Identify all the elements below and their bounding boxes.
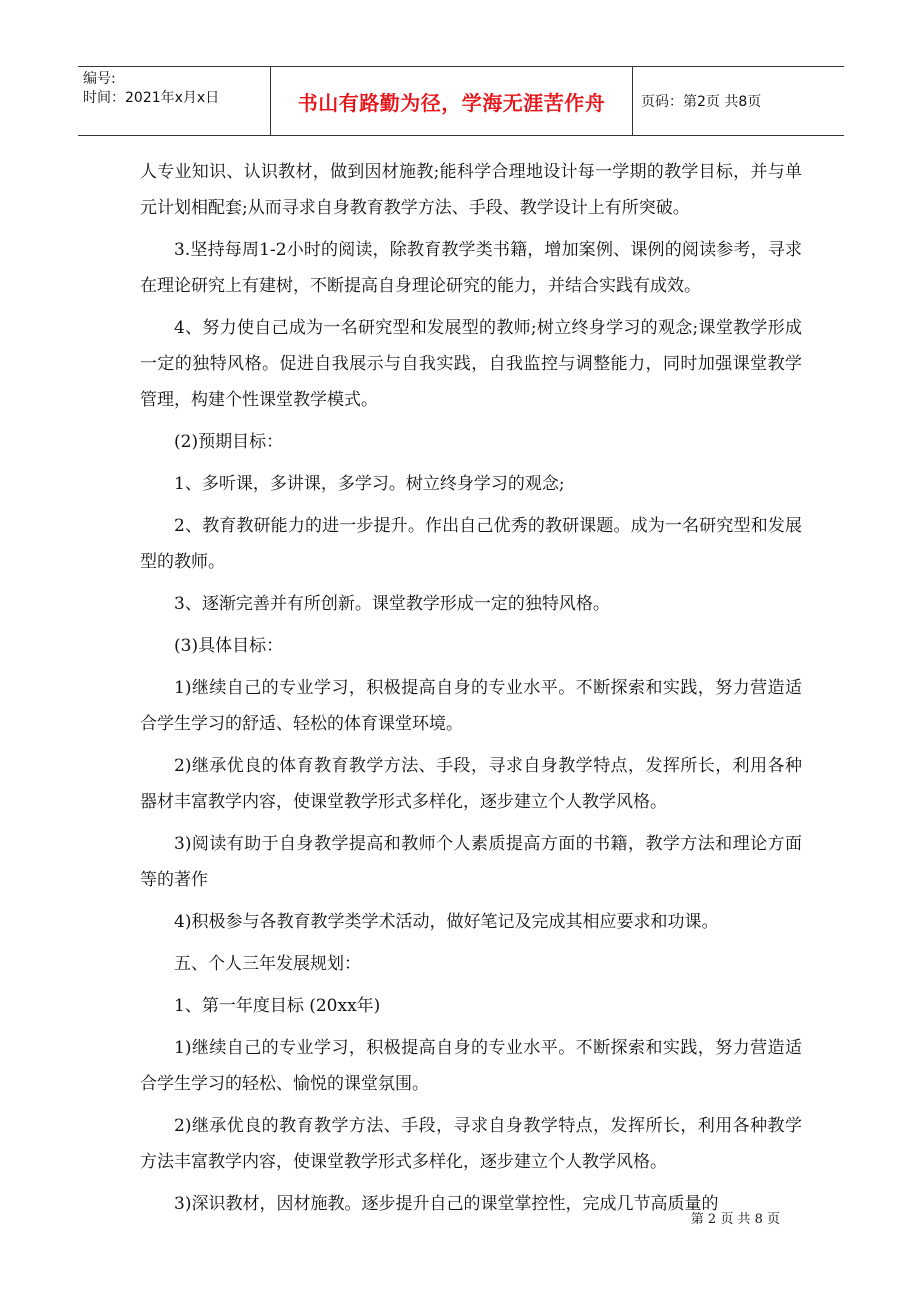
page-header (78, 66, 844, 136)
list-item: 3、逐渐完善并有所创新。课堂教学形成一定的独特风格。 (174, 594, 610, 614)
document-body (140, 154, 802, 1228)
header-page-info: 页码：第2页 共8页 (641, 94, 762, 110)
list-item: 1)继续自己的专业学习，积极提高自身的专业水平。不断探索和实践，努力营造适合学生学习的舒适、轻松的体育课堂环境。 (140, 678, 802, 734)
section-heading: (2)预期目标： (174, 432, 284, 452)
list-item: 2)继承优良的教育教学方法、手段，寻求自身教学特点，发挥所长，利用各种教学方法丰富教学内容，使课堂教学形式多样化，逐步建立个人教学风格。 (140, 1116, 802, 1172)
section-heading: (3)具体目标： (174, 636, 284, 656)
list-item: 3)阅读有助于自身教学提高和教师个人素质提高方面的书籍，教学方法和理论方面等的著作 (140, 834, 802, 890)
paragraph: 4、努力使自己成为一名研究型和发展型的教师;树立终身学习的观念;课堂教学形成一定的独特风格。促进自我展示与自我实践，自我监控与调整能力，同时加强课堂教学管理，构建个性课堂教学模式。 (140, 318, 802, 410)
list-item: 2)继承优良的体育教育教学方法、手段，寻求自身教学特点，发挥所长，利用各种器材丰富教学内容，使课堂教学形式多样化，逐步建立个人教学风格。 (140, 756, 802, 812)
list-item: 3)深识教材，因材施教。逐步提升自己的课堂掌控性，完成几节高质量的 (174, 1194, 719, 1214)
paragraph: 3.坚持每周1-2小时的阅读，除教育教学类书籍，增加案例、课例的阅读参考，寻求在理论研究上有建树，不断提高自身理论研究的能力，并结合实践有成效。 (140, 240, 802, 296)
list-item: 4)积极参与各教育教学类学术活动，做好笔记及完成其相应要求和功课。 (174, 912, 719, 932)
time-label: 时间：2021年x月x日 (83, 90, 220, 106)
list-item: 1、多听课，多讲课，多学习。树立终身学习的观念; (174, 474, 565, 494)
header-meta (78, 67, 271, 135)
page-footer: 第 2 页 共 8 页 (690, 1212, 780, 1227)
header-motto: 书山有路勤为径，学海无涯苦作舟 (271, 67, 633, 135)
subsection-heading: 1、第一年度目标 (20xx年) (174, 996, 381, 1016)
doc-number-label: 编号: (83, 71, 116, 87)
list-item: 1)继续自己的专业学习，积极提高自身的专业水平。不断探索和实践，努力营造适合学生学习的轻松、愉悦的课堂氛围。 (140, 1038, 802, 1094)
section-heading: 五、个人三年发展规划： (174, 954, 361, 974)
list-item: 2、教育教研能力的进一步提升。作出自己优秀的教研课题。成为一名研究型和发展型的教师。 (140, 516, 802, 572)
paragraph: 人专业知识、认识教材，做到因材施教;能科学合理地设计每一学期的教学目标，并与单元计划相配套;从而寻求自身教育教学方法、手段、教学设计上有所突破。 (140, 162, 802, 218)
